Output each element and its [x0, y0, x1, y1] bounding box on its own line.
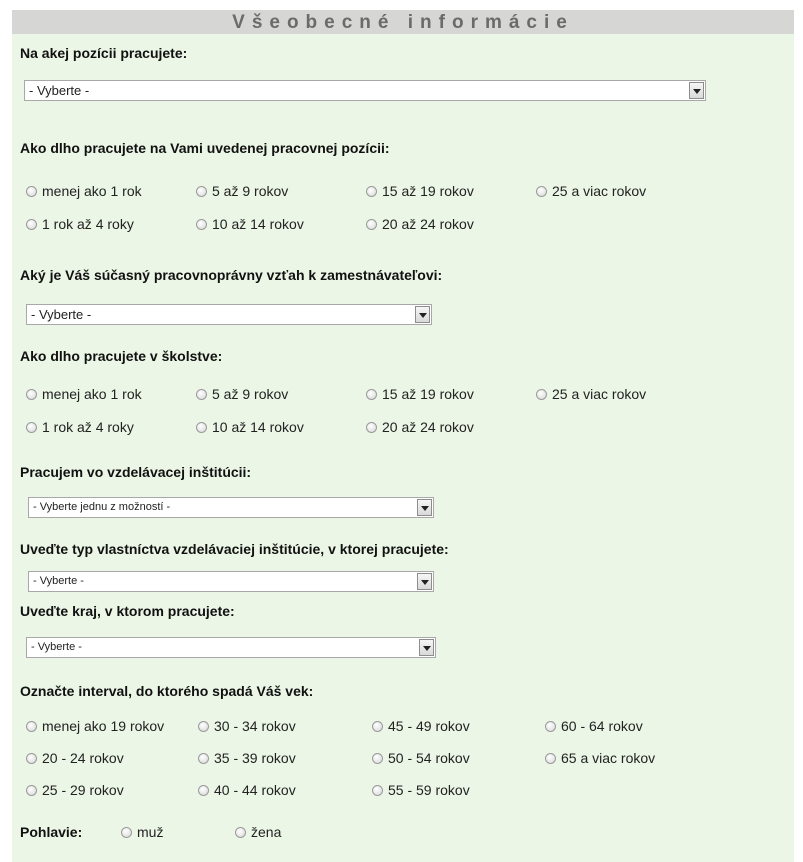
- radio-icon[interactable]: [198, 721, 209, 732]
- radio-icon[interactable]: [372, 753, 383, 764]
- tenure-position-option[interactable]: 1 rok až 4 roky: [26, 215, 134, 233]
- radio-icon[interactable]: [26, 422, 37, 433]
- gender-option-female[interactable]: žena: [235, 823, 281, 841]
- dropdown-arrow-icon[interactable]: [689, 82, 704, 99]
- radio-icon[interactable]: [545, 721, 556, 732]
- tenure-school-option[interactable]: 1 rok až 4 roky: [26, 418, 134, 436]
- age-option[interactable]: 35 - 39 rokov: [198, 749, 296, 767]
- radio-icon[interactable]: [26, 721, 37, 732]
- radio-icon[interactable]: [366, 219, 377, 230]
- region-question: Uveďte kraj, v ktorom pracujete:: [20, 603, 235, 619]
- employment-select[interactable]: [26, 304, 432, 325]
- radio-icon[interactable]: [545, 753, 556, 764]
- age-option[interactable]: 65 a viac rokov: [545, 749, 655, 767]
- region-select[interactable]: [26, 637, 436, 658]
- ownership-question: Uveďte typ vlastníctva vzdelávaciej inštitúcie, v ktorej pracujete:: [20, 541, 449, 557]
- tenure-position-option[interactable]: 10 až 14 rokov: [196, 215, 304, 233]
- radio-icon[interactable]: [26, 186, 37, 197]
- tenure-school-option[interactable]: 20 až 24 rokov: [366, 418, 474, 436]
- radio-icon[interactable]: [198, 785, 209, 796]
- institution-select-value: - Vyberte jednu z možností -: [33, 501, 171, 513]
- age-option[interactable]: 55 - 59 rokov: [372, 781, 470, 799]
- tenure-school-question: Ako dlho pracujete v školstve:: [20, 348, 223, 364]
- radio-icon[interactable]: [536, 186, 547, 197]
- radio-icon[interactable]: [121, 827, 132, 838]
- radio-icon[interactable]: [366, 389, 377, 400]
- radio-icon[interactable]: [366, 186, 377, 197]
- radio-icon[interactable]: [366, 422, 377, 433]
- tenure-position-option[interactable]: menej ako 1 rok: [26, 182, 142, 200]
- radio-icon[interactable]: [536, 389, 547, 400]
- age-question: Označte interval, do ktorého spadá Váš vek:: [20, 683, 314, 699]
- age-option[interactable]: 45 - 49 rokov: [372, 717, 470, 735]
- radio-icon[interactable]: [372, 721, 383, 732]
- tenure-school-option[interactable]: menej ako 1 rok: [26, 385, 142, 403]
- employment-select-value: - Vyberte -: [31, 307, 92, 322]
- tenure-school-option[interactable]: 5 až 9 rokov: [196, 385, 288, 403]
- institution-select[interactable]: [28, 497, 434, 518]
- tenure-school-option[interactable]: 15 až 19 rokov: [366, 385, 474, 403]
- age-option[interactable]: 20 - 24 rokov: [26, 749, 124, 767]
- radio-icon[interactable]: [196, 422, 207, 433]
- tenure-position-option[interactable]: 25 a viac rokov: [536, 182, 646, 200]
- radio-icon[interactable]: [26, 219, 37, 230]
- dropdown-arrow-icon[interactable]: [419, 639, 434, 656]
- dropdown-arrow-icon[interactable]: [415, 306, 430, 323]
- tenure-position-option[interactable]: 5 až 9 rokov: [196, 182, 288, 200]
- tenure-school-option[interactable]: 10 až 14 rokov: [196, 418, 304, 436]
- tenure-position-option[interactable]: 15 až 19 rokov: [366, 182, 474, 200]
- radio-icon[interactable]: [372, 785, 383, 796]
- gender-option-male[interactable]: muž: [121, 823, 163, 841]
- employment-question: Aký je Váš súčasný pracovnoprávny vzťah k zamestnávateľovi:: [20, 267, 443, 283]
- radio-icon[interactable]: [196, 186, 207, 197]
- age-option[interactable]: 30 - 34 rokov: [198, 717, 296, 735]
- tenure-school-option[interactable]: 25 a viac rokov: [536, 385, 646, 403]
- radio-icon[interactable]: [196, 219, 207, 230]
- institution-question: Pracujem vo vzdelávacej inštitúcii:: [20, 464, 252, 480]
- radio-icon[interactable]: [26, 753, 37, 764]
- tenure-position-option[interactable]: 20 až 24 rokov: [366, 215, 474, 233]
- radio-icon[interactable]: [26, 785, 37, 796]
- age-option[interactable]: 40 - 44 rokov: [198, 781, 296, 799]
- ownership-select-value: - Vyberte -: [33, 575, 84, 587]
- age-option[interactable]: 25 - 29 rokov: [26, 781, 124, 799]
- age-option[interactable]: 50 - 54 rokov: [372, 749, 470, 767]
- radio-icon[interactable]: [26, 389, 37, 400]
- gender-label: Pohlavie:: [20, 824, 83, 840]
- radio-icon[interactable]: [198, 753, 209, 764]
- tenure-position-question: Ako dlho pracujete na Vami uvedenej pracovnej pozícii:: [20, 140, 390, 156]
- age-option[interactable]: 60 - 64 rokov: [545, 717, 643, 735]
- radio-icon[interactable]: [235, 827, 246, 838]
- region-select-value: - Vyberte -: [31, 641, 82, 653]
- position-question: Na akej pozícii pracujete:: [20, 45, 188, 61]
- dropdown-arrow-icon[interactable]: [417, 499, 432, 516]
- position-select-value: - Vyberte -: [29, 83, 90, 98]
- ownership-select[interactable]: [28, 571, 434, 592]
- radio-icon[interactable]: [196, 389, 207, 400]
- section-title: Všeobecné informácie: [12, 10, 794, 34]
- age-option[interactable]: menej ako 19 rokov: [26, 717, 164, 735]
- position-select[interactable]: [24, 80, 706, 101]
- dropdown-arrow-icon[interactable]: [417, 573, 432, 590]
